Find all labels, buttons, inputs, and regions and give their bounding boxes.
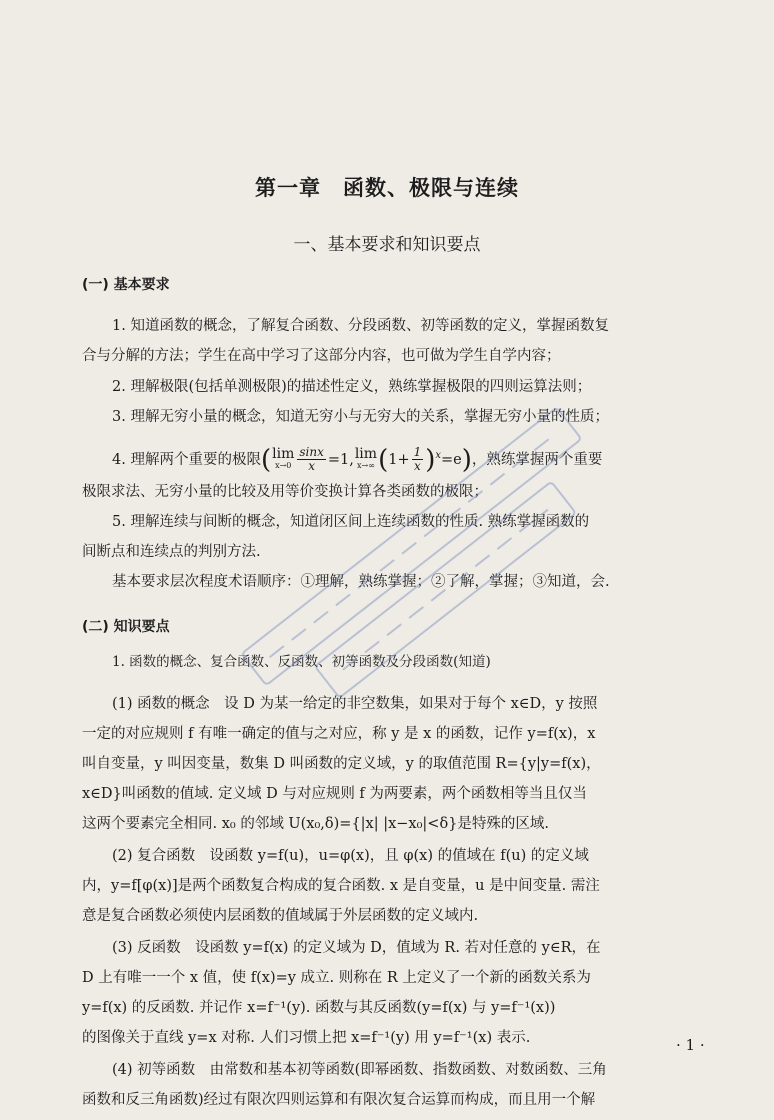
open-paren: ( (260, 444, 272, 475)
basic-item-5a: 5. 理解连续与间断的概念，知道闭区间上连续函数的性质. 熟练掌握函数的 (112, 514, 590, 530)
item4-prefix: 4. 理解两个重要的极限 (112, 451, 261, 468)
close-paren: ) (461, 444, 472, 475)
bleed-through-text (108, 92, 728, 112)
exponent-x: x (435, 450, 442, 461)
limit-1 (272, 445, 295, 472)
one-plus: 1+ (388, 451, 410, 468)
basic-item-1b: 合与分解的方法；学生在高中学习了这部分内容，也可做为学生自学内容； (82, 348, 561, 364)
lim-word-2: lim (354, 445, 378, 462)
para-line-12: 的图像关于直线 y=x 对称. 人们习惯上把 x=f⁻¹(y) 用 y=f⁻¹(x) 表示. (82, 1030, 531, 1046)
para-line-1: (1) 函数的概念 设 D 为某一给定的非空数集，如果对于每个 x∈D，y 按照 (112, 696, 598, 712)
basic-item-3: 3. 理解无穷小量的概念，知道无穷小与无穷大的关系，掌握无穷小量的性质； (112, 409, 609, 425)
fraction-1-over-x (412, 446, 424, 473)
para-line-11: y=f(x) 的反函数. 并记作 x=f⁻¹(y). 函数与其反函数(y=f(x) 与 y=f⁻¹(x)) (82, 1000, 556, 1016)
para-line-6: (2) 复合函数 设函数 y=f(u)，u=φ(x)，且 φ(x) 的值域在 f(u) 的定义域 (112, 848, 589, 864)
lim-sub-2: x→∞ (357, 460, 375, 470)
basic-item-2: 2. 理解极限(包括单测极限)的描述性定义，熟练掌握极限的四则运算法则； (112, 379, 592, 395)
inner-close-paren: ) (425, 444, 436, 475)
requirement-levels: 基本要求层次程度术语顺序：①理解，熟练掌握；②了解，掌握；③知道，会. (112, 574, 610, 590)
para-line-5: 这两个要素完全相同. x₀ 的邻域 U(x₀,δ)={|x| |x−x₀|<δ}是特殊的区域. (82, 816, 550, 832)
item4-suffix: ，熟练掌握两个重要 (471, 451, 603, 468)
equals-one: =1, (327, 451, 354, 468)
basic-item-5b: 间断点和连续点的判别方法. (82, 544, 261, 560)
para-line-13: (4) 初等函数 由常数和基本初等函数(即幂函数、指数函数、对数函数、三角 (112, 1062, 607, 1078)
limit-2 (354, 445, 378, 472)
para-line-10: D 上有唯一一个 x 值，使 f(x)=y 成立. 则称在 R 上定义了一个新的函数关系为 (82, 970, 591, 986)
fraction-sinx-over-x (297, 446, 326, 473)
chapter-title: 第一章 函数、极限与连续 (255, 176, 519, 200)
fraction-1-denominator: x (308, 459, 315, 474)
para-line-7: 内，y=f[φ(x)]是两个函数复合构成的复合函数. x 是自变量，u 是中间变量. 需注 (82, 878, 600, 894)
para-line-14: 函数和反三角函数)经过有限次四则运算和有限次复合运算而构成，而且用一个解 (82, 1092, 596, 1108)
para-line-9: (3) 反函数 设函数 y=f(x) 的定义域为 D，值域为 R. 若对任意的 y∈R，在 (112, 940, 601, 956)
knowledge-points-heading: (二) 知识要点 (82, 619, 170, 635)
lim-word-1: lim (272, 445, 295, 462)
lim-sub-1: x→0 (275, 460, 292, 470)
para-line-2: 一定的对应规则 f 有唯一确定的值与之对应，称 y 是 x 的函数，记作 y=f(x)，x (82, 726, 596, 742)
equals-e: =e (441, 451, 462, 468)
page-number: · 1 · (676, 1036, 705, 1054)
inner-open-paren: ( (378, 444, 389, 475)
basic-requirements-heading: (一) 基本要求 (82, 277, 170, 293)
topic-1-heading: 1. 函数的概念、复合函数、反函数、初等函数及分段函数(知道) (112, 654, 491, 670)
basic-item-1a: 1. 知道函数的概念，了解复合函数、分段函数、初等函数的定义，掌握函数复 (112, 318, 609, 334)
fraction-1-numerator: sinx (299, 445, 324, 460)
para-line-8: 意是复合函数必须使内层函数的值域属于外层函数的定义域内. (82, 908, 479, 924)
fraction-2-numerator: 1 (413, 445, 422, 460)
para-line-3: 叫自变量，y 叫因变量，数集 D 叫函数的定义域，y 的取值范围 R={y|y=f(x)， (82, 756, 601, 772)
basic-item-4b: 极限求法、无穷小量的比较及用等价变换计算各类函数的极限； (82, 484, 488, 500)
section-title: 一、基本要求和知识要点 (293, 235, 481, 255)
fraction-2-denominator: x (414, 459, 421, 474)
basic-item-4 (112, 436, 697, 476)
para-line-4: x∈D}叫函数的值域. 定义域 D 与对应规则 f 为两要素，两个函数相等当且仅当 (82, 786, 587, 802)
